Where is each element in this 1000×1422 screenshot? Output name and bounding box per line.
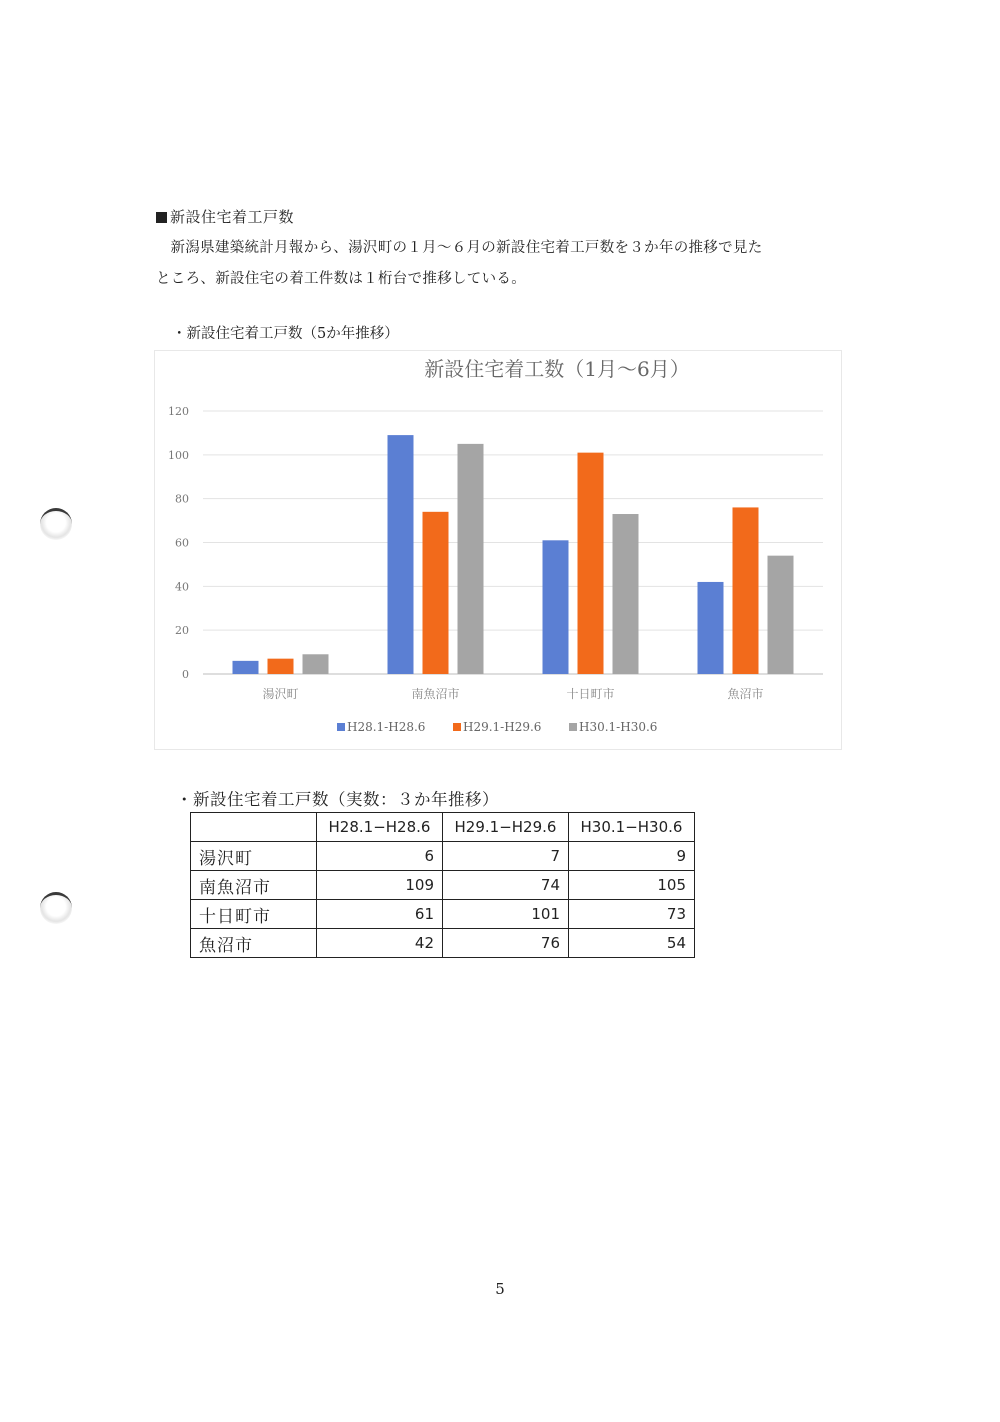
punch-hole-bottom — [40, 892, 72, 924]
table-caption: ・新設住宅着工戸数（実数：３か年推移） — [176, 790, 499, 809]
y-tick-label: 80 — [175, 492, 189, 506]
y-tick-label: 120 — [168, 405, 189, 418]
table-cell: 73 — [569, 900, 695, 929]
table-cell: 74 — [443, 871, 569, 900]
x-tick-label: 十日町市 — [566, 687, 615, 701]
row-label: 湯沢町 — [191, 842, 317, 871]
chart-svg — [155, 351, 843, 751]
x-tick-label: 魚沼市 — [727, 687, 764, 701]
paragraph — [156, 233, 846, 295]
table-corner-cell — [191, 813, 317, 842]
bar — [698, 582, 724, 674]
bar — [458, 444, 484, 674]
legend-swatch — [337, 723, 345, 731]
bar — [233, 661, 259, 674]
table-cell: 109 — [317, 871, 443, 900]
table-header-row — [191, 813, 695, 842]
table-cell: 101 — [443, 900, 569, 929]
table-row — [191, 842, 695, 871]
punch-hole-top — [40, 508, 72, 540]
table-cell: 76 — [443, 929, 569, 958]
y-tick-label: 60 — [175, 536, 189, 550]
legend-label: H30.1-H30.6 — [579, 720, 658, 734]
table-cell: 61 — [317, 900, 443, 929]
bar — [268, 659, 294, 674]
legend-label: H28.1-H28.6 — [347, 720, 426, 734]
table-row — [191, 871, 695, 900]
x-tick-label: 湯沢町 — [262, 687, 299, 701]
data-table — [190, 812, 695, 958]
paragraph-line-2: ところ、新設住宅の着工件数は１桁台で推移している。 — [156, 271, 526, 287]
legend-swatch — [453, 723, 461, 731]
table-cell: 6 — [317, 842, 443, 871]
paragraph-line-1: 新潟県建築統計月報から、湯沢町の１月～６月の新設住宅着工戸数を３か年の推移で見た — [170, 240, 763, 256]
bar — [388, 435, 414, 674]
chart-title: 新設住宅着工数（1月～6月） — [424, 357, 690, 381]
table-cell: 42 — [317, 929, 443, 958]
y-tick-label: 20 — [175, 624, 189, 638]
table-row — [191, 900, 695, 929]
table-header-cell: H30.1−H30.6 — [569, 813, 695, 842]
table-cell: 9 — [569, 842, 695, 871]
row-label: 魚沼市 — [191, 929, 317, 958]
table-cell: 54 — [569, 929, 695, 958]
bar — [768, 556, 794, 674]
y-tick-label: 0 — [182, 668, 189, 681]
table-cell: 105 — [569, 871, 695, 900]
page-number: 5 — [495, 1280, 505, 1298]
legend-label: H29.1-H29.6 — [463, 720, 542, 734]
y-tick-label: 100 — [168, 448, 189, 462]
chart-caption: ・新設住宅着工戸数（5か年推移） — [172, 326, 399, 342]
bar — [578, 453, 604, 674]
section-title: 新設住宅着工戸数 — [156, 206, 294, 227]
bar — [423, 512, 449, 674]
bar — [303, 654, 329, 674]
x-tick-label: 南魚沼市 — [411, 687, 460, 701]
square-bullet-icon — [156, 212, 167, 223]
row-label: 十日町市 — [191, 900, 317, 929]
table-header-cell: H29.1−H29.6 — [443, 813, 569, 842]
y-tick-label: 40 — [175, 580, 189, 594]
table-header-cell: H28.1−H28.6 — [317, 813, 443, 842]
row-label: 南魚沼市 — [191, 871, 317, 900]
bar — [543, 540, 569, 674]
bar-chart — [154, 350, 842, 750]
bar — [733, 507, 759, 674]
legend-swatch — [569, 723, 577, 731]
table-row — [191, 929, 695, 958]
bar — [613, 514, 639, 674]
table-cell: 7 — [443, 842, 569, 871]
